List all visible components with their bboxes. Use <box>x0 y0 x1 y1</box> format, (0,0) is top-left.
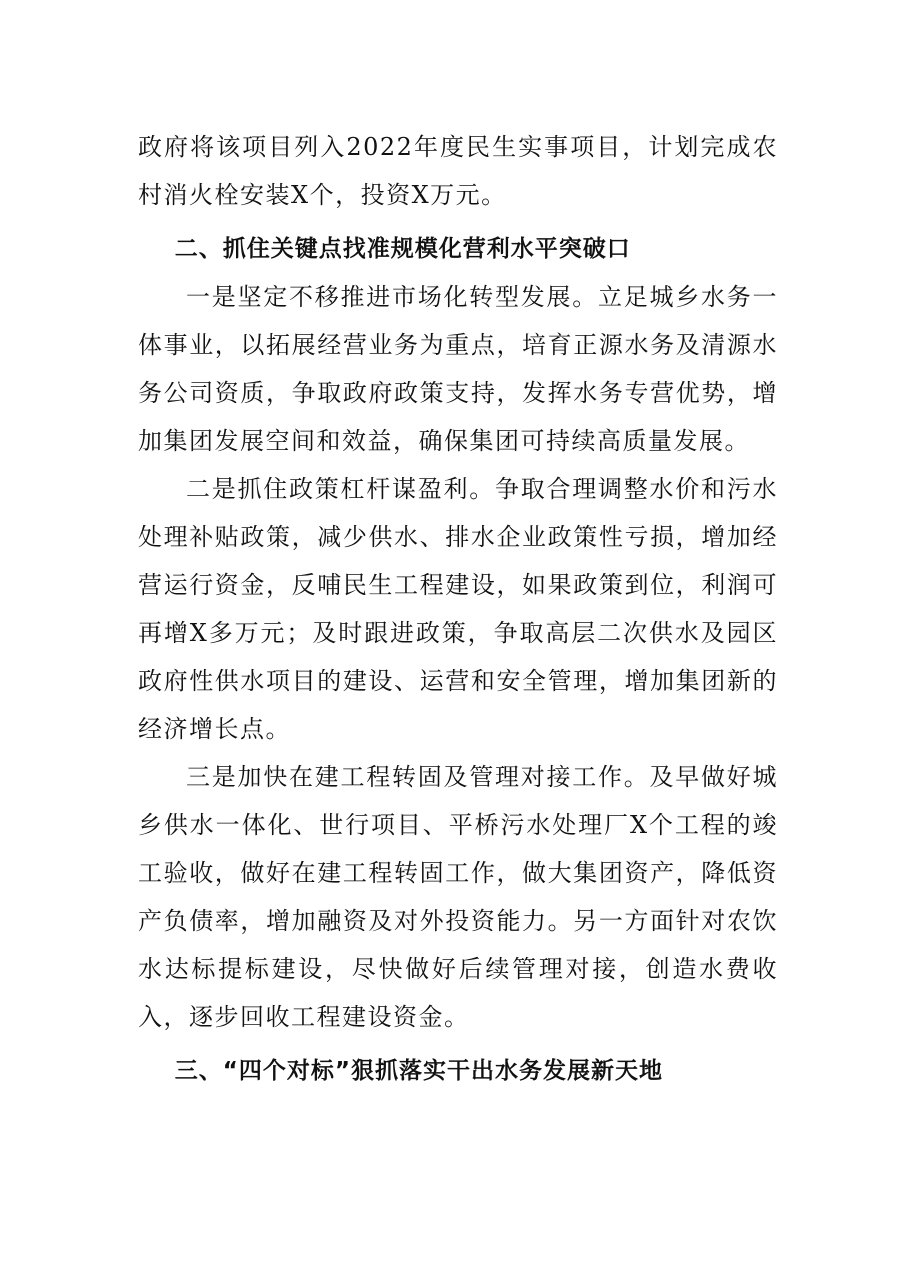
paragraph-continued: 政府将该项目列入2022年度民生实事项目，计划完成农村消火栓安装X个，投资X万元。 <box>138 133 778 209</box>
section-heading-3: 三、“四个对标”狠抓落实干出水务发展新天地 <box>174 1058 664 1084</box>
paragraph-policy-leverage: 二是抓住政策杠杆谋盈利。争取合理调整水价和污水处理补贴政策，减少供水、排水企业政策性亏损，增加经营运行资金，反哺民生工程建设，如果政策到位，利润可再增X多万元；及时跟进政策，争取高层二次供水及园区政府性供水项目的建设、运营和安全管理，增加集团新的经济增长点。 <box>138 475 778 743</box>
paragraph-market-transformation: 一是坚定不移推进市场化转型发展。立足城乡水务一体事业，以拓展经营业务为重点，培育正源水务及清源水务公司资质，争取政府政策支持，发挥水务专营优势，增加集团发展空间和效益，确保集团可持续高质量发展。 <box>138 283 778 455</box>
section-heading-2: 二、抓住关键点找准规模化营利水平突破口 <box>174 236 631 262</box>
paragraph-project-transfer: 三是加快在建工程转固及管理对接工作。及早做好城乡供水一体化、世行项目、平桥污水处理厂X个工程的竣工验收，做好在建工程转固工作，做大集团资产，降低资产负债率，增加融资及对外投资能力。另一方面针对农饮水达标提标建设，尽快做好后续管理对接，创造水费收入，逐步回收工程建设资金。 <box>138 763 778 1031</box>
document-body <box>138 123 778 1095</box>
